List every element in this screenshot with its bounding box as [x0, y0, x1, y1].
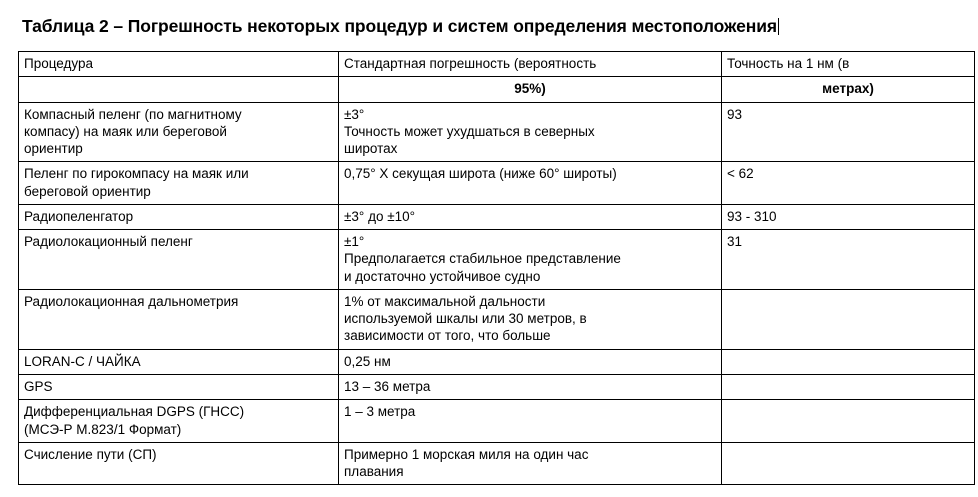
cell-standard-error: 0,25 нм	[339, 349, 722, 374]
table-row	[19, 400, 975, 443]
cell-standard-error: ±1° Предполагается стабильное представление и достаточно устойчивое судно	[339, 230, 722, 290]
table-header-row-1	[19, 52, 975, 77]
cell-standard-error: Примерно 1 морская миля на один час плавания	[339, 442, 722, 485]
cell-procedure: Дифференциальная DGPS (ГНСС) (МСЭ-Р М.823/1 Формат)	[19, 400, 339, 443]
cell-procedure: LORAN-C / ЧАЙКА	[19, 349, 339, 374]
cell-procedure: Счисление пути (СП)	[19, 442, 339, 485]
cell-standard-error: ±3° до ±10°	[339, 204, 722, 229]
cell-accuracy	[722, 400, 975, 443]
table-row	[19, 204, 975, 229]
accuracy-table	[18, 51, 975, 485]
cell-procedure: Радиопеленгатор	[19, 204, 339, 229]
cell-standard-error: 0,75° Х секущая широта (ниже 60° широты)	[339, 162, 722, 205]
cell-standard-error: 1% от максимальной дальности используемой шкалы или 30 метров, в зависимости от того, что больше	[339, 289, 722, 349]
cell-accuracy: < 62	[722, 162, 975, 205]
cell-accuracy: 31	[722, 230, 975, 290]
cell-standard-error: ±3° Точность может ухудшаться в северных широтах	[339, 102, 722, 162]
page-title	[22, 16, 968, 37]
table-body	[19, 102, 975, 485]
table-row	[19, 374, 975, 399]
cell-accuracy	[722, 442, 975, 485]
text-cursor	[778, 18, 779, 35]
cell-procedure: Компасный пеленг (по магнитному компасу) на маяк или береговой ориентир	[19, 102, 339, 162]
cell-accuracy: 93 - 310	[722, 204, 975, 229]
column-header-standard-error-cont: 95%)	[339, 77, 722, 102]
cell-procedure: Пеленг по гирокомпасу на маяк или береговой ориентир	[19, 162, 339, 205]
cell-accuracy: 93	[722, 102, 975, 162]
cell-accuracy	[722, 289, 975, 349]
table-header	[19, 52, 975, 103]
table-row	[19, 230, 975, 290]
cell-procedure: Радиолокационный пеленг	[19, 230, 339, 290]
table-row	[19, 289, 975, 349]
table-header-row-2	[19, 77, 975, 102]
table-row	[19, 162, 975, 205]
column-header-accuracy: Точность на 1 нм (в	[722, 52, 975, 77]
cell-accuracy	[722, 374, 975, 399]
column-header-procedure-cont	[19, 77, 339, 102]
column-header-standard-error: Стандартная погрешность (вероятность	[339, 52, 722, 77]
cell-procedure: GPS	[19, 374, 339, 399]
page-title-text: Таблица 2 – Погрешность некоторых процедур и систем определения местоположения	[22, 16, 777, 36]
column-header-procedure: Процедура	[19, 52, 339, 77]
table-row	[19, 349, 975, 374]
cell-procedure: Радиолокационная дальнометрия	[19, 289, 339, 349]
cell-standard-error: 13 – 36 метра	[339, 374, 722, 399]
cell-accuracy	[722, 349, 975, 374]
column-header-accuracy-cont: метрах)	[722, 77, 975, 102]
table-row	[19, 442, 975, 485]
table-row	[19, 102, 975, 162]
cell-standard-error: 1 – 3 метра	[339, 400, 722, 443]
